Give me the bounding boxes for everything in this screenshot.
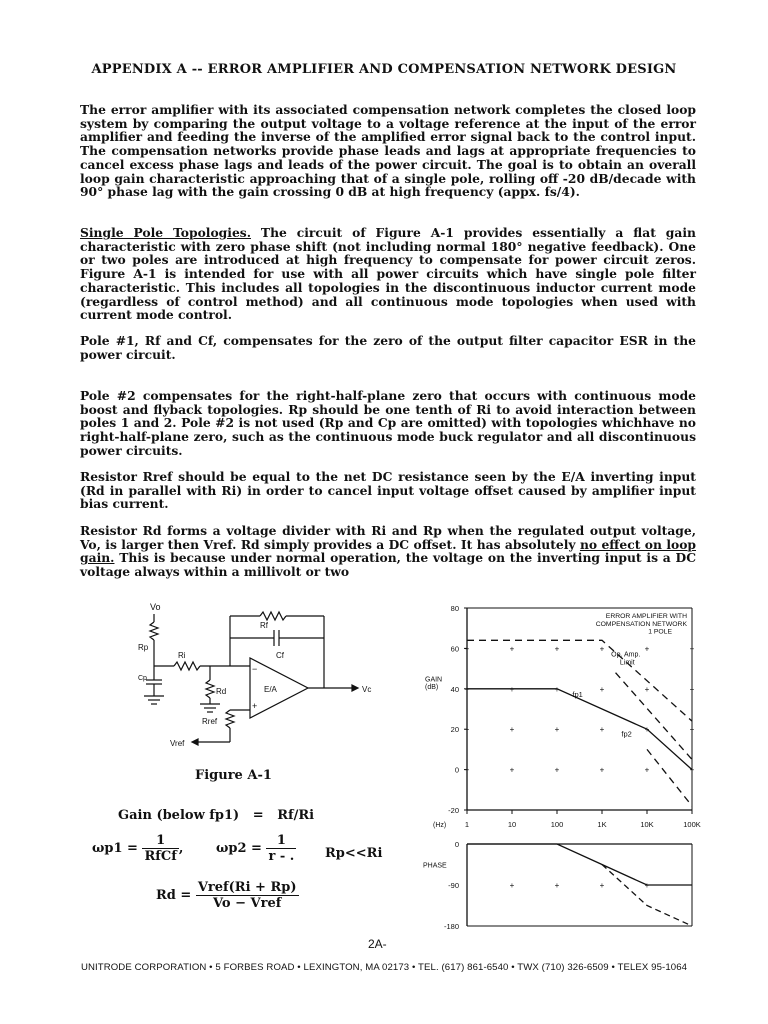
annotation-fp1: fp1 [572, 689, 583, 699]
gain-tick-label: 0 [454, 765, 459, 775]
gain-equals: = [252, 808, 264, 823]
label-rref: Rref [202, 717, 218, 726]
grid-marker: + [554, 765, 560, 775]
label-cf: Cf [276, 651, 284, 660]
x-tick-label: 1K [597, 820, 607, 829]
grid-marker: + [689, 644, 695, 654]
section-heading-single-pole: Single Pole Topologies. [80, 225, 251, 240]
grid-marker: + [599, 765, 605, 775]
figure-caption: Figure A-1 [195, 768, 272, 783]
grid-marker: + [689, 684, 695, 694]
label-rd: Rd [216, 687, 227, 696]
label-rp: Rp [138, 643, 149, 652]
grid-marker: + [644, 684, 650, 694]
paragraph-rd-part1: Resistor Rd forms a voltage divider with Ri and Rp when the regulated output voltage, Vo, is larger then Vref. Rd simply provides a DC offset. It has absolutely [80, 523, 696, 552]
grid-marker: + [464, 765, 470, 775]
rd-numerator: Vref(Ri + Rp) [197, 880, 297, 895]
grid-marker: + [599, 725, 605, 735]
page-title: APPENDIX A -- ERROR AMPLIFIER AND COMPENSATION NETWORK DESIGN [91, 62, 677, 77]
phase-tick-label: -180 [443, 922, 459, 931]
equation-rp-condition: Rp<<Ri [325, 846, 383, 861]
paragraph-rd-part2: This is because under normal operation, the voltage on the inverting input is a DC voltage always within a millivolt or two [80, 550, 696, 580]
resistor-rp [150, 622, 158, 640]
x-tick-label: 10K [640, 820, 654, 829]
grid-marker: + [509, 725, 515, 735]
grid-marker: + [464, 644, 470, 654]
grid-marker: + [509, 881, 515, 890]
wp1-numerator: 1 [142, 833, 178, 849]
grid-marker: + [599, 684, 605, 694]
equation-rd [156, 880, 299, 911]
paragraph-intro: The error amplifier with its associated compensation network completes the closed loop system by comparing the output voltage to a voltage reference at the input of the error amplifier and feeding the inverse of the amplified error signal back to the control input. The compensation networks provide phase leads and lags at appropriate frequencies to cancel excess phase lags and leads of the power circuit. The goal is to obtain an overall loop gain characteristic approaching that of a single pole, rolling off -20 dB/decade with 90° phase lag with the gain crossing 0 dB at high frequency (appx. fs/4). [80, 102, 696, 200]
paragraph-pole2: Pole #2 compensates for the right-half-plane zero that occurs with continuous mode boost and flyback topologies. Rp should be one tenth of Ri to avoid interaction between poles 1 and 2. Pole #2 is not used (Rp and Cp are omitted) with topologies whichhave no right-half-plane zero, such as the continuous mode buck regulator and all discontinuous power circuits. [80, 388, 696, 458]
footer-address: UNITRODE CORPORATION • 5 FORBES ROAD • LEXINGTON, MA 02173 • TEL. (617) 861-6540 • TWX (710) 326-6509 • TELEX 95-1064 [80, 962, 688, 973]
annotation-op-amp: Op. Amp. [611, 651, 641, 659]
label-vref: Vref [170, 739, 185, 748]
wp2-denominator: r - . [268, 849, 295, 864]
gain-series-1 [464, 640, 692, 721]
paragraph-single-pole [80, 226, 696, 322]
phase-axis-label: PHASE [423, 862, 447, 870]
grid-marker: + [599, 881, 605, 890]
x-tick-label: 1 [464, 820, 470, 829]
page-number: 2A- [368, 937, 387, 951]
grid-marker: + [689, 765, 695, 775]
annotation-fp2: fp2 [621, 729, 632, 739]
gain-series-2 [464, 689, 692, 770]
wp2-lhs: ωp2 = [216, 841, 262, 856]
grid-marker: + [644, 881, 650, 890]
annotation-title-1: ERROR AMPLIFIER WITH [605, 613, 687, 621]
annotation-limit: Limit [619, 659, 635, 667]
bode-plot [405, 596, 705, 932]
grid-marker: + [689, 725, 695, 735]
svg-text:−: − [252, 664, 258, 674]
gain-series-4 [644, 749, 692, 806]
label-cp: Cp [138, 675, 147, 682]
gain-tick-label: 20 [450, 725, 459, 735]
x-tick-label: 10 [507, 820, 517, 829]
paragraph-pole1: Pole #1, Rf and Cf, compensates for the zero of the output filter capacitor ESR in the power circuit. [80, 333, 696, 362]
wp1-denominator: RfCf [144, 849, 177, 864]
gain-tick-label: 80 [450, 604, 459, 613]
resistor-rf [260, 612, 286, 620]
phase-tick-label: 0 [454, 840, 459, 849]
equation-wp1: ωp1 = $\frac{1}{\text{RfCf}}$ , [92, 833, 184, 864]
resistor-rref [226, 710, 234, 728]
gain-tick-label: 60 [450, 644, 459, 654]
label-rf: Rf [260, 621, 268, 630]
rd-denominator: Vo − Vref [213, 896, 282, 911]
svg-text:+: + [252, 701, 258, 711]
error-amplifier [250, 658, 308, 718]
grid-marker: + [554, 725, 560, 735]
gain-rhs: Rf/Ri [277, 808, 315, 823]
grid-marker: + [509, 684, 515, 694]
resistor-ri [174, 662, 200, 670]
grid-marker: + [599, 644, 605, 654]
equation-gain [118, 808, 314, 823]
grid-marker: + [644, 765, 650, 775]
paragraph-rd [80, 524, 696, 579]
grid-marker: + [554, 881, 560, 890]
gain-label: Gain (below fp1) [118, 808, 240, 823]
grid-marker: + [554, 684, 560, 694]
annotation-title-2: COMPENSATION NETWORK [595, 620, 687, 628]
wp1-lhs: ωp1 = [92, 841, 138, 856]
label-ea: E/A [264, 685, 277, 694]
gain-axis-unit: (dB) [425, 683, 439, 691]
x-tick-label: 100 [550, 820, 564, 829]
resistor-rd [206, 680, 214, 698]
annotation-1-pole: 1 POLE [648, 628, 672, 636]
gain-tick-label: 40 [450, 684, 459, 694]
grid-marker: + [554, 644, 560, 654]
x-axis-unit: (Hz) [433, 822, 447, 829]
grid-marker: + [644, 725, 650, 735]
grid-marker: + [464, 684, 470, 694]
equation-wp2 [216, 833, 296, 864]
paragraph-rd-underlined: no effect on loop gain. [80, 536, 696, 566]
grid-marker: + [509, 765, 515, 775]
label-vc: Vc [362, 685, 372, 694]
phase-tick-label: -90 [448, 881, 459, 890]
rd-lhs: Rd = [156, 888, 192, 903]
paragraph-single-pole-body: The circuit of Figure A-1 provides essentially a flat gain characteristic with zero phase shift (not including normal 180° negative feedback). One or two poles are introduced at high frequency to compensate for power circuit zeros. Figure A-1 is intended for use with all power circuits which have single pole filter characteristic. This includes all topologies in the discontinuous inductor current mode (regardless of control method) and all continuous mode topologies when used with current mode control. [80, 225, 696, 323]
grid-marker: + [464, 725, 470, 735]
phase-series-2 [599, 865, 692, 927]
wp2-numerator: 1 [266, 833, 296, 849]
phase-series-1 [467, 844, 692, 885]
gain-series-3 [616, 673, 692, 760]
gain-axis-label: GAIN [425, 676, 443, 684]
gain-tick-label: -20 [448, 806, 459, 815]
x-tick-label: 100K [683, 820, 701, 829]
paragraph-rref: Resistor Rref should be equal to the net DC resistance seen by the E/A inverting input (Rd in parallel with Ri) in order to cancel input voltage offset caused by amplifier input bias current. [80, 469, 696, 512]
grid-marker: + [509, 644, 515, 654]
label-vo: Vo [150, 602, 161, 612]
circuit-schematic [130, 600, 370, 758]
grid-marker: + [644, 644, 650, 654]
label-ri: Ri [178, 651, 186, 660]
